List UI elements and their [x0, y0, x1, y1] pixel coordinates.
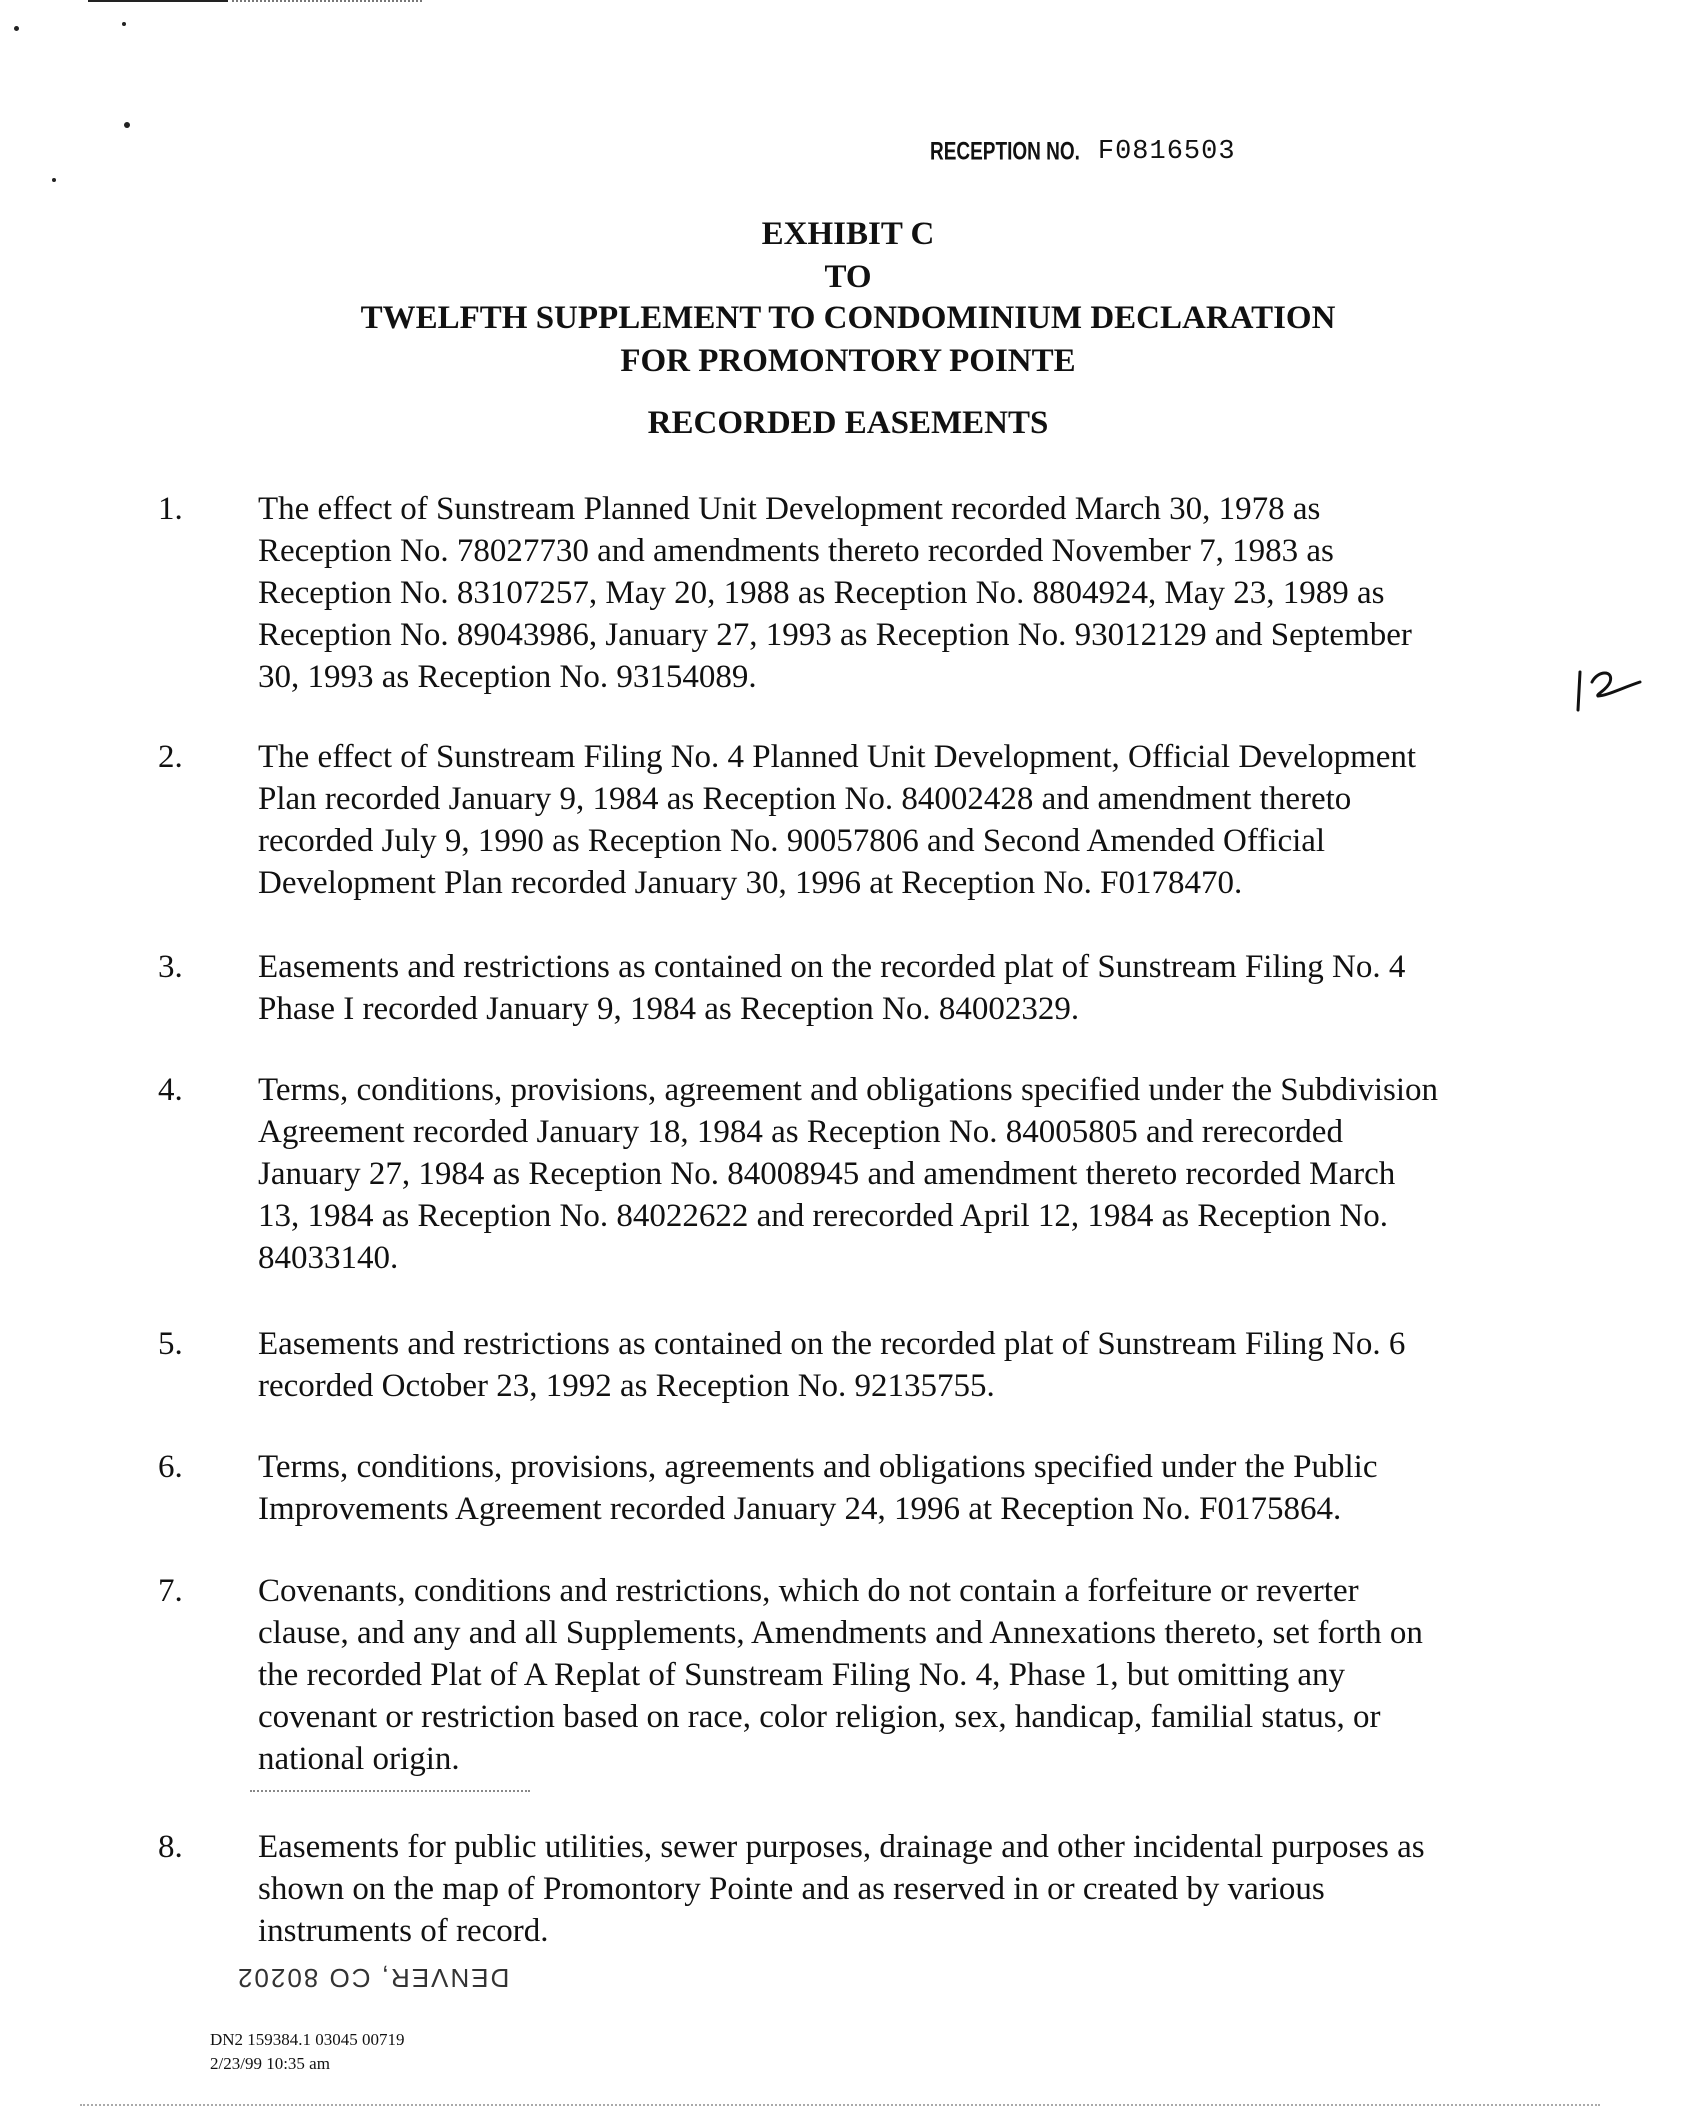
scan-speck [14, 26, 19, 31]
item-line: January 27, 1984 as Reception No. 84008945 and amendment thereto recorded March [258, 1156, 1396, 1192]
property-title: FOR PROMONTORY POINTE [620, 343, 1076, 379]
item-line: Agreement recorded January 18, 1984 as Reception No. 84005805 and rerecorded [258, 1114, 1343, 1150]
item-line: instruments of record. [258, 1913, 549, 1949]
item-line: The effect of Sunstream Filing No. 4 Planned Unit Development, Official Development [258, 739, 1417, 775]
item-line: 13, 1984 as Reception No. 84022622 and rerecorded April 12, 1984 as Reception No. [258, 1198, 1389, 1234]
reception-number [930, 134, 1236, 167]
document-id: DN2 159384.1 03045 00719 [210, 2030, 405, 2049]
item-line: the recorded Plat of A Replat of Sunstream Filing No. 4, Phase 1, but omitting any [258, 1657, 1346, 1693]
scan-speck [52, 178, 56, 182]
item-line: recorded October 23, 1992 as Reception No. 92135755. [258, 1368, 995, 1404]
scan-speck [124, 122, 130, 128]
reception-value: F0816503 [1097, 137, 1236, 167]
handwritten-page-mark [1574, 662, 1644, 714]
item-line: Reception No. 83107257, May 20, 1988 as Reception No. 8804924, May 23, 1989 as [258, 575, 1385, 611]
top-rule-dotted [232, 0, 422, 2]
supplement-title: TWELFTH SUPPLEMENT TO CONDOMINIUM DECLARATION [360, 300, 1336, 336]
top-rule [88, 0, 228, 2]
item-number: 6. [158, 1449, 183, 1485]
document-timestamp: 2/23/99 10:35 am [210, 2054, 330, 2073]
item-line: clause, and any and all Supplements, Amendments and Annexations thereto, set forth on [258, 1615, 1423, 1651]
item-number: 2. [158, 739, 183, 775]
item-line: Easements and restrictions as contained on the recorded plat of Sunstream Filing No. 6 [258, 1326, 1406, 1362]
item-line: Covenants, conditions and restrictions, which do not contain a forfeiture or reverter [258, 1573, 1359, 1609]
item-line: national origin. [258, 1741, 460, 1777]
reception-label: RECEPTION NO. [930, 138, 1080, 166]
section-heading: RECORDED EASEMENTS [647, 405, 1049, 441]
item-number: 3. [158, 949, 183, 985]
bleed-through-stamp: DENVER, CO 80202 [236, 1963, 510, 1993]
item-line: covenant or restriction based on race, color religion, sex, handicap, familial status, or [258, 1699, 1381, 1735]
item-line: Improvements Agreement recorded January 24, 1996 at Reception No. F0175864. [258, 1491, 1342, 1527]
item-line: Phase I recorded January 9, 1984 as Reception No. 84002329. [258, 991, 1080, 1027]
item-number: 1. [158, 491, 183, 527]
item-line: 84033140. [258, 1240, 399, 1276]
exhibit-title: EXHIBIT C [761, 216, 935, 252]
item-line: Terms, conditions, provisions, agreement and obligations specified under the Subdivision [258, 1072, 1438, 1108]
item-line: Reception No. 89043986, January 27, 1993 as Reception No. 93012129 and September [258, 617, 1412, 653]
scan-noise [250, 1790, 530, 1792]
item-number: 7. [158, 1573, 183, 1609]
item-line: 30, 1993 as Reception No. 93154089. [258, 659, 757, 695]
item-number: 8. [158, 1829, 183, 1865]
bottom-scan-edge [80, 2104, 1600, 2106]
document-footer [210, 2028, 405, 2076]
item-line: Reception No. 78027730 and amendments thereto recorded November 7, 1983 as [258, 533, 1334, 569]
item-line: Plan recorded January 9, 1984 as Reception No. 84002428 and amendment thereto [258, 781, 1352, 817]
item-line: Development Plan recorded January 30, 1996 at Reception No. F0178470. [258, 865, 1243, 901]
exhibit-to: TO [824, 259, 872, 295]
item-number: 5. [158, 1326, 183, 1362]
item-line: shown on the map of Promontory Pointe and as reserved in or created by various [258, 1871, 1325, 1907]
item-line: Easements for public utilities, sewer purposes, drainage and other incidental purposes as [258, 1829, 1425, 1865]
item-line: Terms, conditions, provisions, agreements and obligations specified under the Public [258, 1449, 1378, 1485]
item-line: Easements and restrictions as contained on the recorded plat of Sunstream Filing No. 4 [258, 949, 1406, 985]
scan-speck [122, 22, 126, 26]
item-line: The effect of Sunstream Planned Unit Development recorded March 30, 1978 as [258, 491, 1321, 527]
item-line: recorded July 9, 1990 as Reception No. 90057806 and Second Amended Official [258, 823, 1326, 859]
item-number: 4. [158, 1072, 183, 1108]
